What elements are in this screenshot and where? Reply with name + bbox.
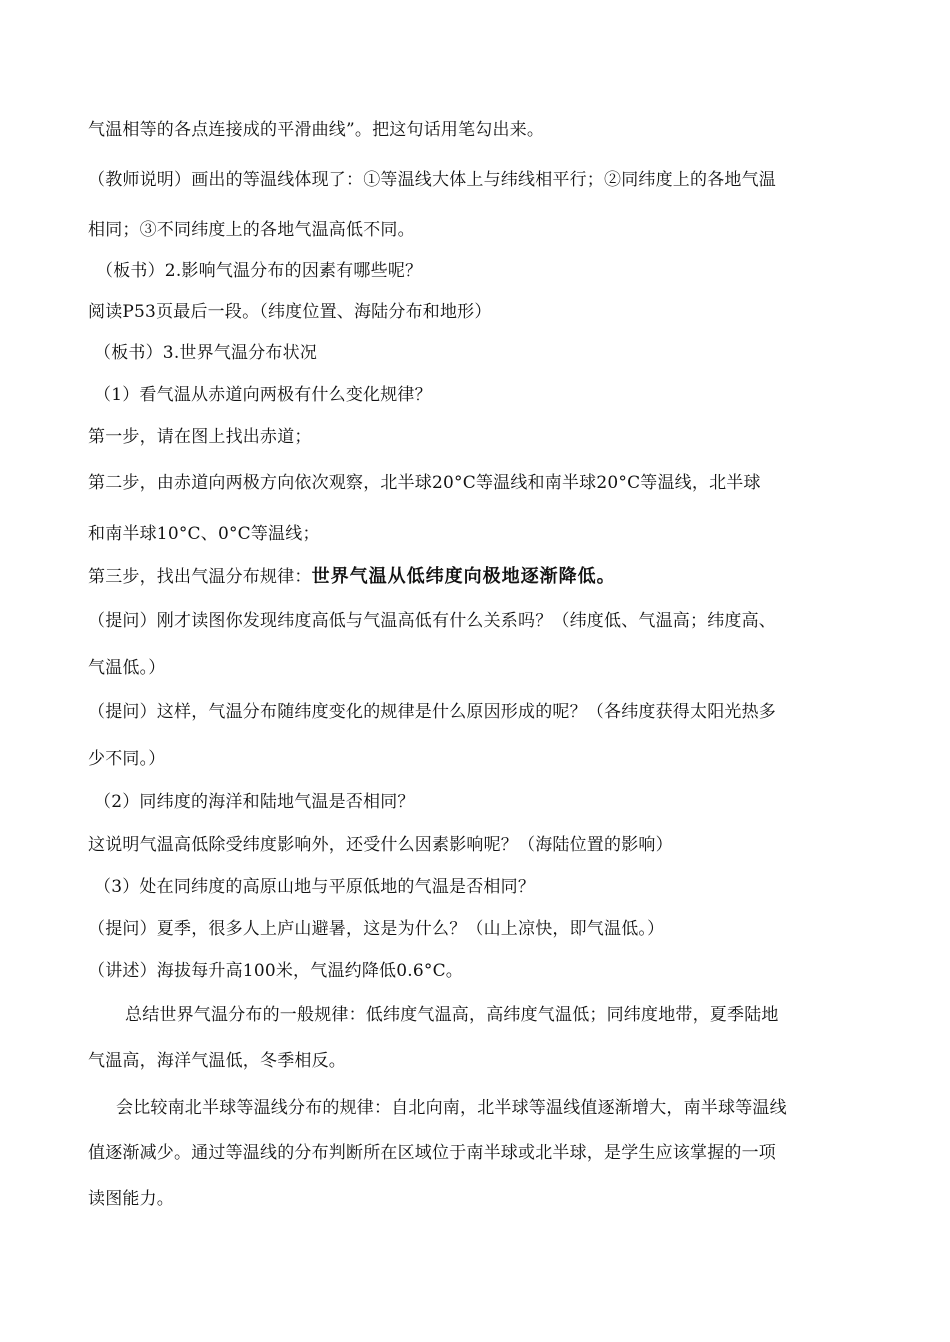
- text-line-20: （讲述）海拔每升高100米，气温约降低0.6°C。: [88, 961, 463, 981]
- text-line-10: 和南半球10°C、0°C等温线；: [88, 524, 320, 544]
- text-line-18: （3）处在同纬度的高原山地与平原低地的气温是否相同？: [94, 877, 536, 897]
- text-line-5: 阅读P53页最后一段。（纬度位置、海陆分布和地形）: [88, 302, 492, 322]
- emphasized-conclusion: 世界气温从低纬度向极地逐渐降低。: [311, 566, 616, 587]
- text-line-4: （板书）2.影响气温分布的因素有哪些呢？: [96, 261, 423, 281]
- text-line-11: [88, 565, 878, 589]
- text-line-19: （提问）夏季，很多人上庐山避暑，这是为什么？（山上凉快，即气温低。）: [88, 919, 665, 939]
- text-line-22: 气温高，海洋气温低，冬季相反。: [88, 1051, 346, 1071]
- text-line-8: 第一步，请在图上找出赤道；: [88, 427, 312, 447]
- text-line-7: （1）看气温从赤道向两极有什么变化规律？: [94, 385, 432, 405]
- text-line-25: 读图能力。: [88, 1189, 174, 1209]
- text-line-9: 第二步，由赤道向两极方向依次观察，北半球20°C等温线和南半球20°C等温线，北半球: [88, 473, 761, 493]
- text-line-13: 气温低。）: [88, 658, 166, 678]
- text-line-12: （提问）刚才读图你发现纬度高低与气温高低有什么关系吗？（纬度低、气温高；纬度高、: [88, 611, 776, 631]
- text-line-24: 值逐渐减少。通过等温线的分布判断所在区域位于南半球或北半球，是学生应该掌握的一项: [88, 1143, 776, 1163]
- text-line-3: 相同；③不同纬度上的各地气温高低不同。: [88, 220, 415, 240]
- text-line-2: （教师说明）画出的等温线体现了：①等温线大体上与纬线相平行；②同纬度上的各地气温: [88, 170, 776, 190]
- text-line-21: 总结世界气温分布的一般规律：低纬度气温高，高纬度气温低；同纬度地带，夏季陆地: [125, 1005, 779, 1025]
- text-line-15: 少不同。）: [88, 749, 166, 769]
- step3-prefix: 第三步，找出气温分布规律：: [88, 567, 312, 587]
- text-line-1: 气温相等的各点连接成的平滑曲线”。把这句话用笔勾出来。: [88, 120, 545, 140]
- text-line-6: （板书）3.世界气温分布状况: [94, 343, 318, 363]
- text-line-16: （2）同纬度的海洋和陆地气温是否相同？: [94, 792, 415, 812]
- text-line-17: 这说明气温高低除受纬度影响外，还受什么因素影响呢？（海陆位置的影响）: [88, 835, 673, 855]
- text-line-14: （提问）这样，气温分布随纬度变化的规律是什么原因形成的呢？（各纬度获得太阳光热多: [88, 702, 776, 722]
- text-line-23: 会比较南北半球等温线分布的规律：自北向南，北半球等温线值逐渐增大，南半球等温线: [116, 1098, 787, 1118]
